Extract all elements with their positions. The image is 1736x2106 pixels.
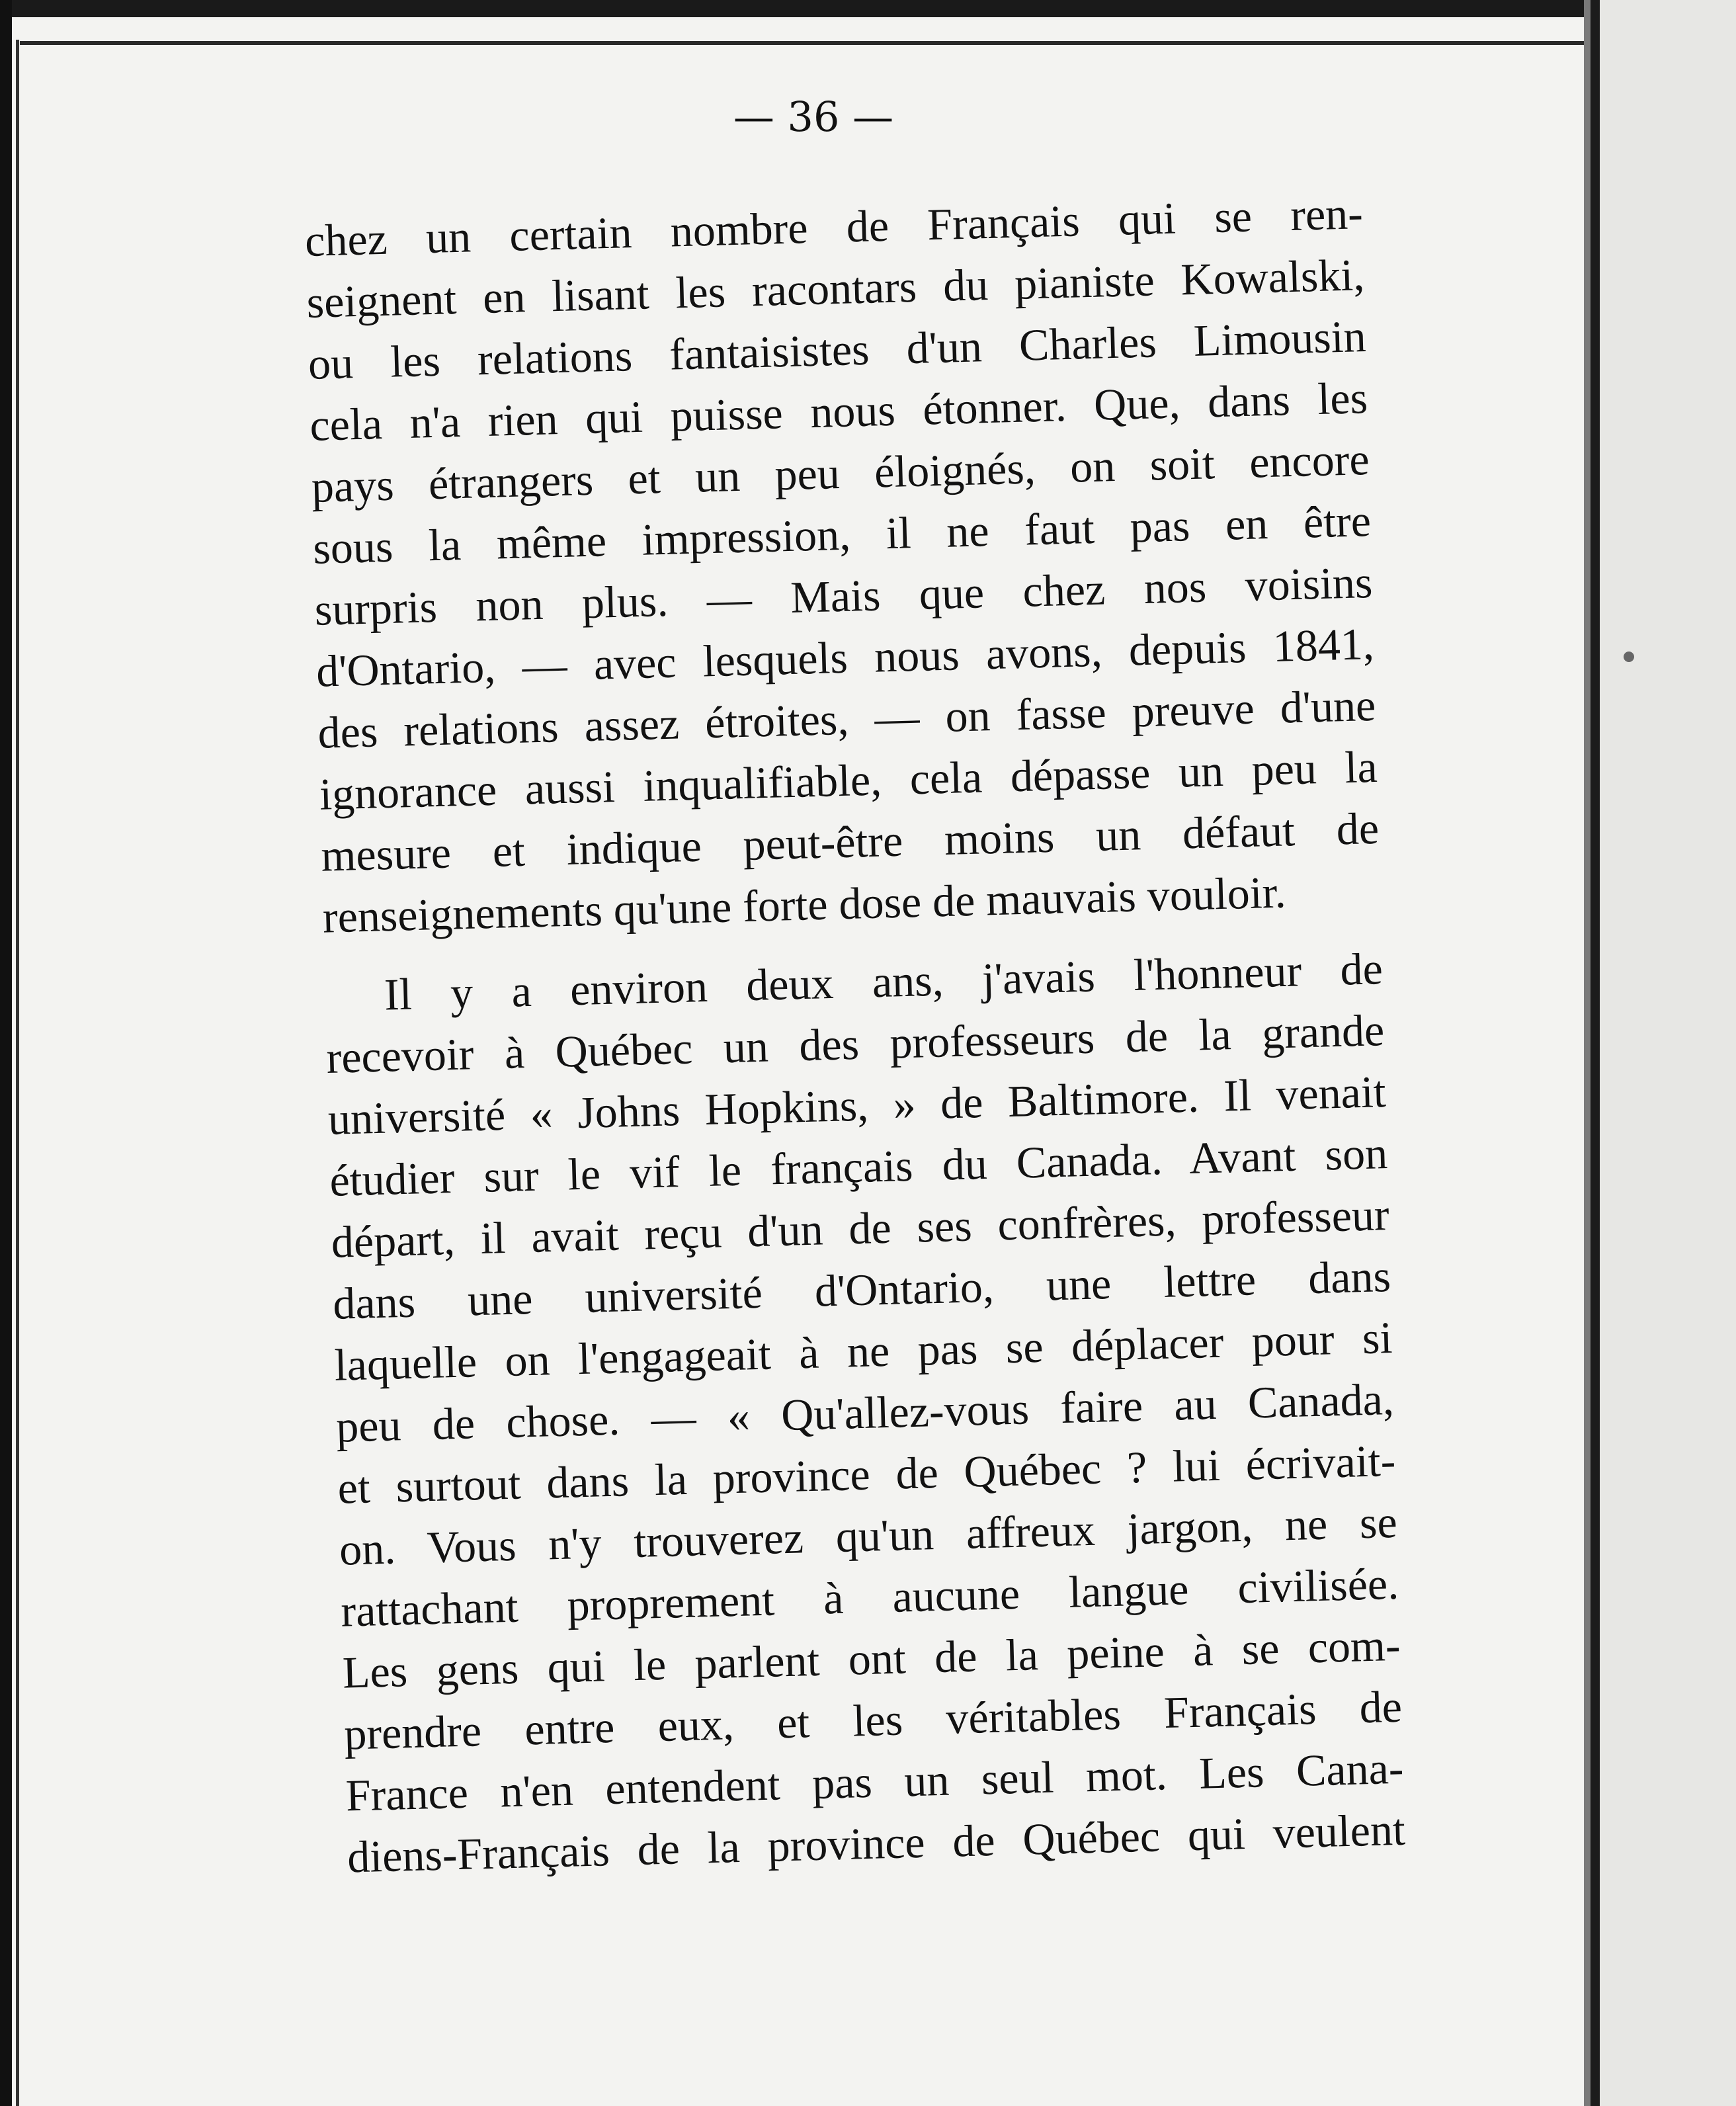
text-line: peu de chose. — « Qu'allez-vous faire au Canada, xyxy=(335,1373,1395,1452)
text-line: étudier sur le vif le français du Canada. Avant son xyxy=(329,1128,1388,1206)
text-line: pays étrangers et un peu éloignés, on soit encore xyxy=(310,433,1370,512)
page-number: — 36 — xyxy=(733,93,894,141)
text-line: on. Vous n'y trouverez qu'un affreux jargon, ne se xyxy=(339,1496,1398,1575)
text-line: université « Johns Hopkins, » de Baltimore. Il venait xyxy=(327,1066,1387,1144)
text-line: recevoir à Québec un des professeurs de la grande xyxy=(325,1005,1385,1083)
paragraph-2 xyxy=(324,938,1406,1888)
text-line: Les gens qui le parlent ont de la peine à se com- xyxy=(341,1619,1401,1698)
text-line: mesure et indique peut-être moins un défaut de xyxy=(320,802,1380,881)
text-line: d'Ontario, — avec lesquels nous avons, depuis 1841, xyxy=(315,618,1375,696)
text-line: Il y a environ deux ans, j'avais l'honneur de xyxy=(384,943,1384,1020)
page-edge-shadow xyxy=(1584,0,1591,2106)
text-line: des relations assez étroites, — on fasse preuve d'une xyxy=(317,679,1377,758)
text-line: chez un certain nombre de Français qui se ren- xyxy=(304,188,1364,266)
text-line: seignent en lisant les racontars du pianiste Kowalski, xyxy=(306,249,1366,327)
scan-right-border xyxy=(1591,0,1600,2106)
text-line: dans une université d'Ontario, une lettre dans xyxy=(332,1250,1391,1329)
text-line: laquelle on l'engageait à ne pas se déplacer pour si xyxy=(333,1312,1393,1390)
text-line: départ, il avait reçu d'un de ses confrères, professeur xyxy=(330,1189,1390,1267)
text-line: surpris non plus. — Mais que chez nos voisins xyxy=(313,556,1374,635)
text-line: renseignements qu'une forte dose de mauvais vouloir. xyxy=(321,866,1287,943)
text-line: ignorance aussi inqualifiable, cela dépasse un peu la xyxy=(319,741,1378,820)
text-line: France n'en entendent pas un seul mot. Les Cana- xyxy=(345,1742,1405,1821)
text-line: sous la même impression, il ne faut pas en être xyxy=(312,495,1372,573)
text-line: rattachant proprement à aucune langue civilisée. xyxy=(340,1558,1399,1636)
ink-speck xyxy=(1624,652,1634,662)
scan-right-margin xyxy=(1600,0,1736,2106)
scan-left-rule xyxy=(16,40,19,2106)
paragraph-1 xyxy=(304,183,1382,948)
text-line: et surtout dans la province de Québec ? lui écrivait- xyxy=(337,1435,1397,1513)
text-line: ou les relations fantaisistes d'un Charles Limousin xyxy=(308,311,1367,389)
text-line: diens-Français de la province de Québec qui veulent xyxy=(347,1804,1406,1882)
text-line: cela n'a rien qui puisse nous étonner. Que, dans les xyxy=(309,372,1368,450)
scan-top-border xyxy=(0,0,1736,17)
scan-left-border xyxy=(0,0,12,2106)
scan-top-rule xyxy=(20,41,1594,45)
text-line: prendre entre eux, et les véritables Français de xyxy=(343,1681,1403,1759)
